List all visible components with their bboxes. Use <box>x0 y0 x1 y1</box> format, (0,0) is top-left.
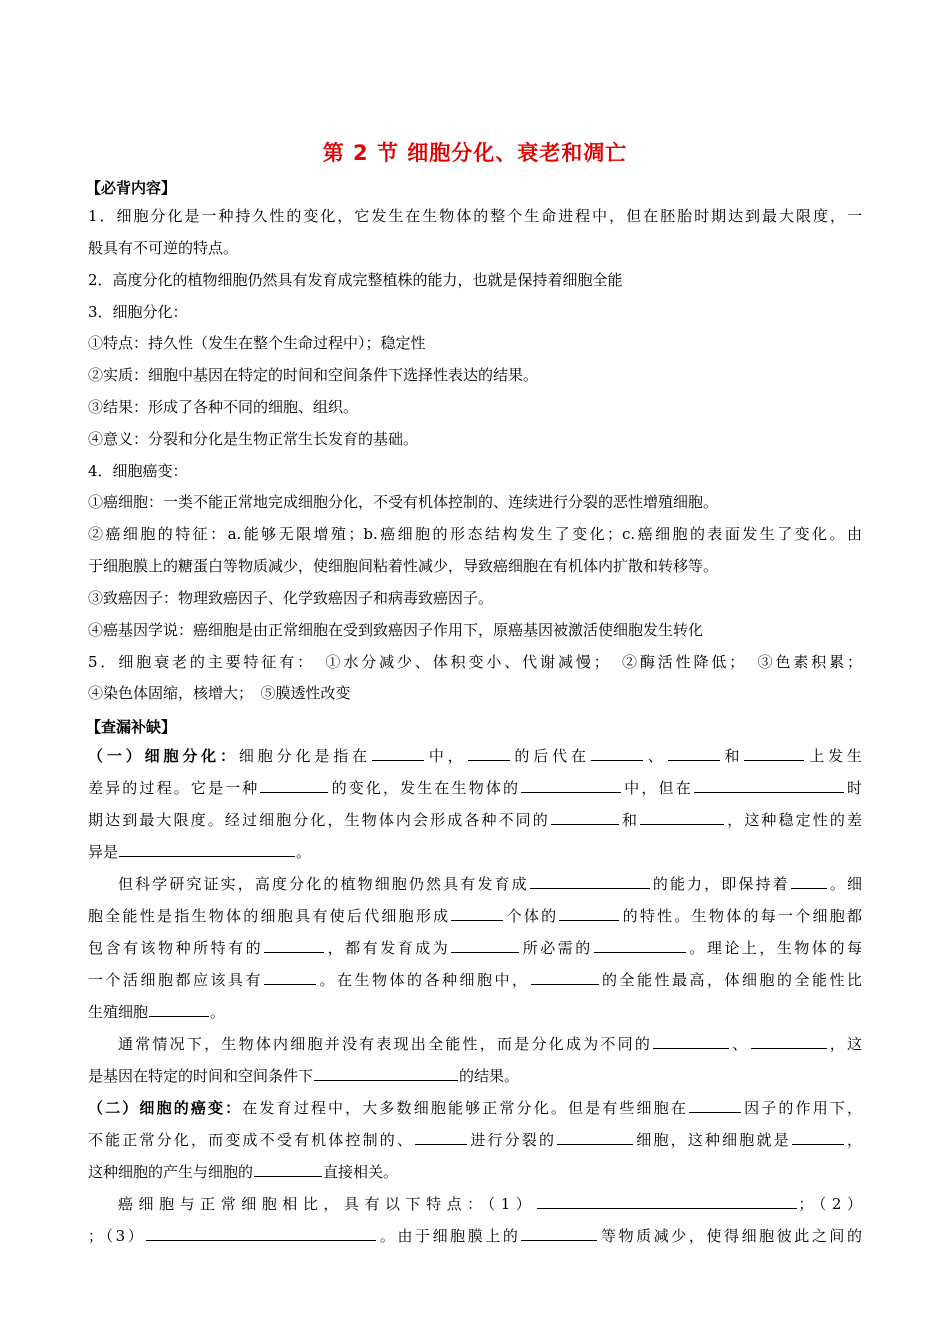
content-line: ③结果：形成了各种不同的细胞、组织。 <box>88 398 359 416</box>
content-line: ③致癌因子：物理致癌因子、化学致癌因子和病毒致癌因子。 <box>88 589 494 607</box>
fill-blank[interactable] <box>591 744 643 761</box>
fill-blank[interactable] <box>689 1096 741 1113</box>
fill-blank[interactable] <box>254 1160 322 1177</box>
section-heading-fill-gaps: 【查漏补缺】 <box>86 718 177 736</box>
subsection-label: （一）细胞分化： <box>88 747 239 765</box>
fill-line: 这种细胞的产生与细胞的 直接相关。 <box>88 1156 862 1188</box>
fill-blank[interactable] <box>468 744 510 761</box>
fill-line: 一个活细胞都应该具有 。在生物体的各种细胞中， 的全能性最高，体细胞的全能性比 <box>88 964 862 996</box>
fill-blank[interactable] <box>260 776 328 793</box>
fill-blank[interactable] <box>640 808 724 825</box>
fill-line: 是基因在特定的时间和空间条件下 的结果。 <box>88 1060 862 1092</box>
fill-blank[interactable] <box>537 1192 797 1209</box>
fill-line: 癌细胞与正常细胞相比，具有以下特点：（1） ；（2） <box>88 1188 862 1220</box>
content-line: ④意义：分裂和分化是生物正常生长发育的基础。 <box>88 430 419 448</box>
fill-line: 不能正常分化，而变成不受有机体控制的、 进行分裂的 细胞，这种细胞就是 ， <box>88 1124 862 1156</box>
section-heading-must-memorize: 【必背内容】 <box>86 179 177 197</box>
fill-blank[interactable] <box>530 872 650 889</box>
fill-blank[interactable] <box>551 808 619 825</box>
fill-blank[interactable] <box>372 744 424 761</box>
fill-line: 包含有该物种所特有的 ，都有发育成为 所必需的 。理论上，生物体的每 <box>88 932 862 964</box>
fill-blank[interactable] <box>415 1128 467 1145</box>
fill-blank[interactable] <box>521 1224 597 1241</box>
content-line: ④癌基因学说：癌细胞是由正常细胞在受到致癌因子作用下，原癌基因被激活使细胞发生转化 <box>88 621 704 639</box>
fill-blank[interactable] <box>149 1000 209 1017</box>
content-line: ④染色体固缩，核增大； ⑤膜透性改变 <box>88 684 351 702</box>
fill-blank[interactable] <box>531 968 599 985</box>
fill-blank[interactable] <box>451 904 503 921</box>
fill-blank[interactable] <box>559 904 619 921</box>
content-line: 3．细胞分化： <box>88 303 188 321</box>
subsection-label: （二）细胞的癌变： <box>88 1099 243 1117</box>
content-line: 2．高度分化的植物细胞仍然具有发育成完整植株的能力，也就是保持着细胞全能 <box>88 271 623 289</box>
fill-blank[interactable] <box>668 744 720 761</box>
fill-line: 生殖细胞 。 <box>88 996 862 1028</box>
fill-blank[interactable] <box>314 1064 458 1081</box>
fill-blank[interactable] <box>146 1224 376 1241</box>
fill-line: ；（3） 。由于细胞膜上的 等物质减少，使得细胞彼此之间的 <box>88 1220 862 1252</box>
fill-line: 异是 。 <box>88 836 862 868</box>
fill-blank[interactable] <box>264 968 316 985</box>
fill-line: 期达到最大限度。经过细胞分化，生物体内会形成各种不同的 和 ，这种稳定性的差 <box>88 804 862 836</box>
fill-blank[interactable] <box>119 840 295 857</box>
fill-blank[interactable] <box>557 1128 633 1145</box>
fill-blank[interactable] <box>594 936 686 953</box>
fill-line: 但科学研究证实，高度分化的植物细胞仍然具有发育成 的能力，即保持着 。细 <box>88 868 862 900</box>
fill-blank[interactable] <box>791 872 827 889</box>
fill-line: （二）细胞的癌变：在发育过程中，大多数细胞能够正常分化。但是有些细胞在 因子的作用下， <box>88 1092 862 1124</box>
content-line: 4．细胞癌变： <box>88 462 188 480</box>
fill-blank[interactable] <box>792 1128 844 1145</box>
content-line: 1．细胞分化是一种持久性的变化，它发生在生物体的整个生命进程中，但在胚胎时期达到最大限度，一 <box>88 207 862 225</box>
fill-blank[interactable] <box>521 776 621 793</box>
content-line: ②癌细胞的特征：a.能够无限增殖；b.癌细胞的形态结构发生了变化；c.癌细胞的表面发生了变化。由 <box>88 525 862 543</box>
content-line: 5．细胞衰老的主要特征有： ①水分减少、体积变小、代谢减慢； ②酶活性降低； ③色素积累； <box>88 653 862 671</box>
fill-blank[interactable] <box>264 936 324 953</box>
content-line: ①癌细胞：一类不能正常地完成细胞分化，不受有机体控制的、连续进行分裂的恶性增殖细胞。 <box>88 493 719 511</box>
content-line: 般具有不可逆的特点。 <box>88 239 239 257</box>
content-line: 于细胞膜上的糖蛋白等物质减少，使细胞间粘着性减少，导致癌细胞在有机体内扩散和转移等。 <box>88 557 719 575</box>
fill-line: 差异的过程。它是一种 的变化，发生在生物体的 中，但在 时 <box>88 772 862 804</box>
fill-line: （一）细胞分化：细胞分化是指在 中， 的后代在 、 和 上发生 <box>88 740 862 772</box>
fill-blank[interactable] <box>451 936 519 953</box>
content-line: ①特点：持久性（发生在整个生命过程中）；稳定性 <box>88 334 426 352</box>
fill-blank[interactable] <box>694 776 844 793</box>
fill-blank[interactable] <box>744 744 804 761</box>
content-line: ②实质：细胞中基因在特定的时间和空间条件下选择性表达的结果。 <box>88 366 539 384</box>
fill-line: 胞全能性是指生物体的细胞具有使后代细胞形成 个体的 的特性。生物体的每一个细胞都 <box>88 900 862 932</box>
fill-line: 通常情况下，生物体内细胞并没有表现出全能性，而是分化成为不同的 、 ，这 <box>88 1028 862 1060</box>
page-title: 第 2 节 细胞分化、衰老和凋亡 <box>322 141 628 165</box>
fill-blank[interactable] <box>751 1032 827 1049</box>
fill-blank[interactable] <box>653 1032 729 1049</box>
